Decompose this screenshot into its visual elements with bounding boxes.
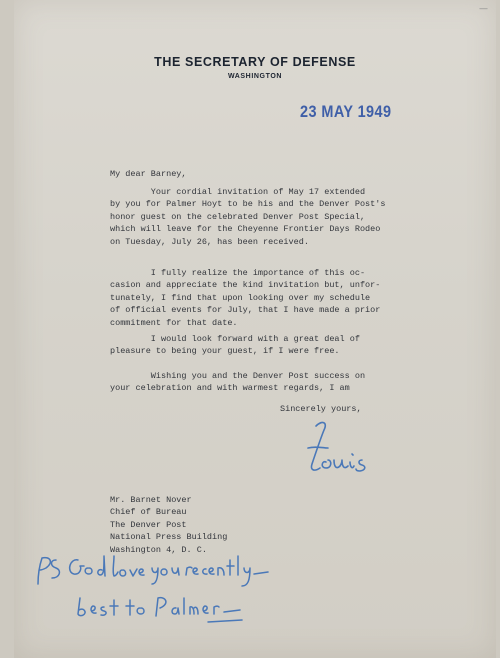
closing: Sincerely yours,: [280, 404, 362, 414]
salutation: My dear Barney,: [110, 169, 187, 179]
handwritten-postscript: [34, 548, 294, 638]
paragraph-1: Your cordial invitation of May 17 extended by you for Palmer Hoyt to be his and the Denver Post's honor guest on the celebrated Denver Post Special, which will leave for the Cheyenne Frontier Days Rodeo on Tuesday, July 26, has been received.: [110, 187, 386, 247]
address-line-2: Chief of Bureau: [110, 507, 187, 518]
letterhead-city: WASHINGTON: [227, 73, 283, 80]
paragraph-4: Wishing you and the Denver Post success on your celebration and with warmest regards, I am: [110, 371, 366, 394]
corner-mark: —: [479, 4, 488, 14]
paragraph-3: I would look forward with a great deal of pleasure to being your guest, if I were free.: [110, 334, 360, 357]
paragraph-2: I fully realize the importance of this oc- casion and appreciate the kind invitation but, unfor- tunately, I find that upon looking over my schedule of official events for July, that I have made a prior commitment for that date.: [110, 268, 381, 328]
address-line-1: Mr. Barnet Nover: [110, 495, 192, 505]
address-line-3: The Denver Post: [110, 519, 187, 530]
address-line-4: National Press Building: [110, 532, 228, 543]
date-stamp: 23 MAY 1949: [300, 102, 392, 121]
handwritten-signature: [302, 418, 382, 480]
letter-page: [14, 0, 496, 658]
address-line-5: Washington 4, D. C.: [110, 544, 207, 555]
letterhead-title: THE SECRETARY OF DEFENSE: [154, 55, 356, 69]
recipient-address: [110, 494, 227, 556]
